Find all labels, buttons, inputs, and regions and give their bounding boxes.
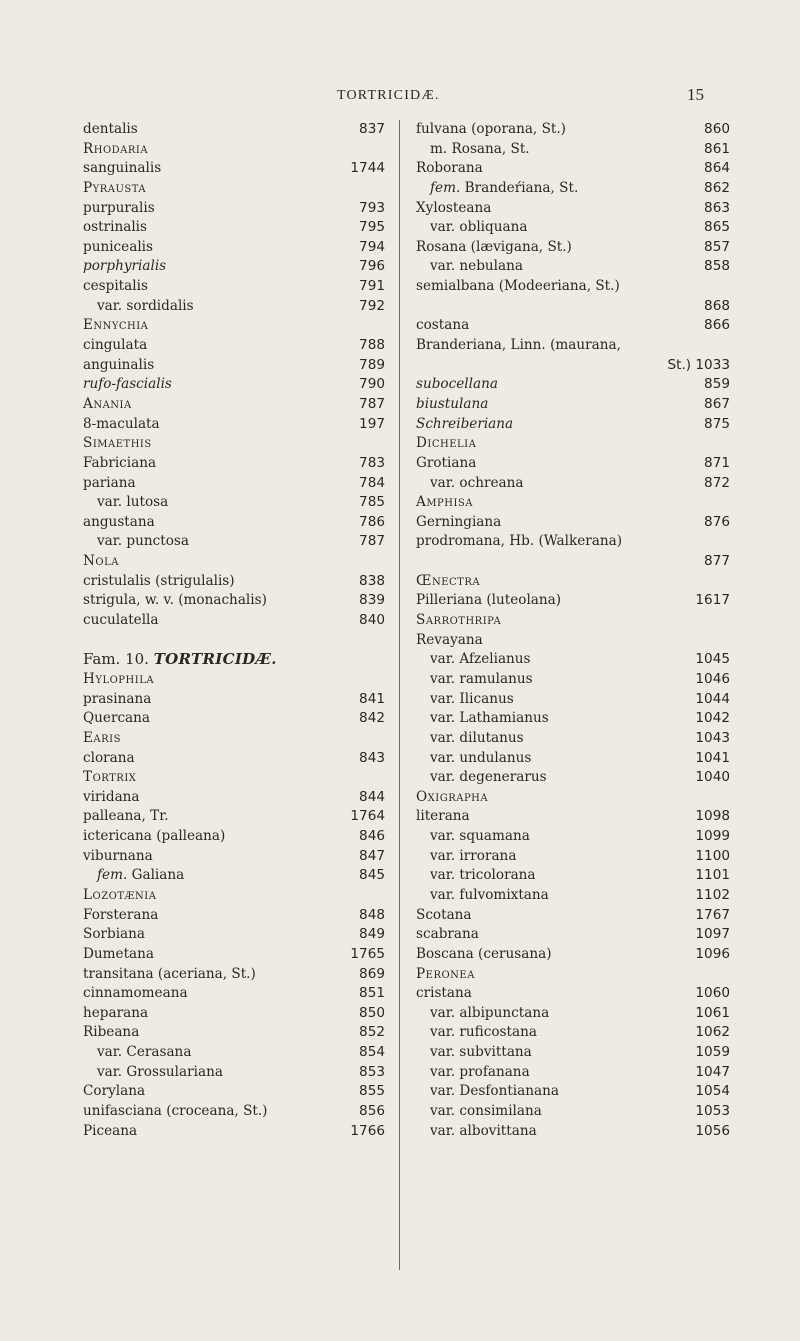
entry-page-number: 1062	[695, 1024, 730, 1041]
index-entry	[83, 552, 385, 572]
index-entry	[83, 356, 385, 376]
entry-name: rufo-fascialis	[83, 376, 172, 393]
index-entry	[83, 218, 385, 238]
index-entry	[416, 1043, 730, 1063]
entry-page-number: 784	[359, 474, 385, 491]
entry-page-number: 855	[359, 1083, 385, 1100]
entry-name: var. fulvomixtana	[430, 886, 549, 903]
index-entry	[83, 1023, 385, 1043]
entry-page-number: 787	[359, 395, 385, 412]
running-title: TORTRICIDÆ.	[337, 88, 440, 103]
entry-page-number: 1102	[695, 886, 730, 903]
entry-page-number: St.) 1033	[667, 356, 730, 373]
entry-page-number: 856	[359, 1103, 385, 1120]
entry-name: var. sordidalis	[97, 297, 194, 314]
entry-name: cespitalis	[83, 278, 148, 295]
entry-name: var. punctosa	[97, 533, 189, 550]
index-entry	[416, 513, 730, 533]
index-entry	[83, 670, 385, 690]
index-entry	[416, 1082, 730, 1102]
entry-page-number: 844	[359, 788, 385, 805]
entry-page-number: 843	[359, 749, 385, 766]
entry-name: Forsterana	[83, 906, 159, 923]
entry-name: viridana	[83, 788, 140, 805]
entry-page-number: 1097	[695, 926, 730, 943]
index-entry	[83, 1004, 385, 1024]
spacer	[83, 631, 385, 651]
index-entry	[83, 454, 385, 474]
entry-name: var. ruficostana	[430, 1024, 537, 1041]
entry-page-number: 792	[359, 297, 385, 314]
entry-name: unifasciana (croceana, St.)	[83, 1103, 268, 1120]
index-entry	[416, 886, 730, 906]
entry-name: Grotiana	[416, 454, 477, 471]
entry-page-number: 1096	[695, 945, 730, 962]
entry-name: punicealis	[83, 238, 153, 255]
entry-page-number: 1764	[350, 808, 385, 825]
entry-page-number: 846	[359, 828, 385, 845]
entry-name: ictericana (palleana)	[83, 828, 226, 845]
entry-name: var. Afzelianus	[430, 651, 531, 668]
index-entry	[416, 945, 730, 965]
entry-name: palleana, Tr.	[83, 808, 169, 825]
index-entry	[416, 1122, 730, 1142]
entry-page-number: 854	[359, 1044, 385, 1061]
entry-page-number: 863	[704, 199, 730, 216]
entry-name: Anania	[83, 395, 132, 412]
index-entry	[416, 415, 730, 435]
entry-page-number: 838	[359, 572, 385, 589]
entry-name: Quercana	[83, 710, 151, 727]
column-divider	[399, 120, 400, 1270]
entry-name: Tortrix	[83, 769, 137, 786]
entry-page-number: 872	[704, 474, 730, 491]
entry-page-number: 1101	[695, 867, 730, 884]
entry-name: var. albipunctana	[430, 1004, 550, 1021]
entry-page-number: 851	[359, 985, 385, 1002]
entry-page-number: 1054	[695, 1083, 730, 1100]
entry-name: var. subvittana	[430, 1044, 532, 1061]
entry-page-number: 1053	[695, 1103, 730, 1120]
entry-name: var. undulanus	[430, 749, 532, 766]
entry-page-number: 1100	[695, 847, 730, 864]
entry-name: clorana	[83, 749, 135, 766]
entry-page-number: 1041	[695, 749, 730, 766]
index-entry	[416, 807, 730, 827]
index-entry	[416, 965, 730, 985]
entry-name: Pilleriana (luteolana)	[416, 592, 562, 609]
page-header	[0, 85, 800, 112]
entry-name: cinnamomeana	[83, 985, 188, 1002]
entry-name: fem. Galiana	[97, 867, 185, 884]
entry-name: Branderiana, Linn. (maurana,	[416, 337, 621, 354]
entry-page-number: 839	[359, 592, 385, 609]
index-entry	[83, 277, 385, 297]
index-entry	[416, 847, 730, 867]
entry-name: Ribeana	[83, 1024, 140, 1041]
entry-page-number: 860	[704, 121, 730, 137]
index-entry	[416, 552, 730, 572]
entry-name: Pyrausta	[83, 179, 147, 196]
entry-page-number: 840	[359, 612, 385, 629]
index-entry	[416, 631, 730, 651]
entry-name: porphyrialis	[83, 258, 167, 275]
entry-name: Corylana	[83, 1083, 146, 1100]
index-entry	[416, 218, 730, 238]
index-entry	[83, 886, 385, 906]
entry-page-number: 1617	[695, 592, 730, 609]
index-entry	[416, 611, 730, 631]
entry-page-number: 864	[704, 160, 730, 177]
index-entry	[83, 238, 385, 258]
entry-name: var. Ilicanus	[430, 690, 514, 707]
entry-page-number: 1042	[695, 710, 730, 727]
index-entry	[416, 199, 730, 219]
entry-name: Peronea	[416, 965, 475, 982]
entry-name: var. lutosa	[97, 494, 169, 511]
index-entry	[416, 827, 730, 847]
entry-name: subocellana	[416, 376, 498, 393]
entry-page-number: 869	[359, 965, 385, 982]
entry-name: Rosana (lævigana, St.)	[416, 238, 572, 255]
entry-name: m. Rosana, St.	[430, 140, 530, 157]
index-entry	[83, 945, 385, 965]
index-entry	[83, 690, 385, 710]
entry-name: var. nebulana	[430, 258, 523, 275]
index-entry	[416, 434, 730, 454]
entry-name: var. consimilana	[430, 1103, 542, 1120]
index-entry	[416, 532, 730, 552]
entry-name: scabrana	[416, 926, 479, 943]
entry-name: Scotana	[416, 906, 472, 923]
index-entry	[83, 1102, 385, 1122]
index-entry	[83, 532, 385, 552]
entry-page-number: 857	[704, 238, 730, 255]
entry-name: Boscana (cerusana)	[416, 945, 552, 962]
entry-name: var. Cerasana	[97, 1044, 192, 1061]
index-entry	[83, 965, 385, 985]
entry-page-number: 1766	[350, 1122, 385, 1139]
index-entry	[83, 591, 385, 611]
entry-page-number: 1043	[695, 729, 730, 746]
index-entry	[416, 788, 730, 808]
entry-page-number: 793	[359, 199, 385, 216]
index-entry	[416, 650, 730, 670]
entry-page-number: 847	[359, 847, 385, 864]
entry-page-number: 861	[704, 140, 730, 157]
entry-name: Dumetana	[83, 945, 155, 962]
index-entry	[416, 120, 730, 140]
entry-name: heparana	[83, 1004, 149, 1021]
entry-page-number: 1045	[695, 651, 730, 668]
entry-page-number: 841	[359, 690, 385, 707]
index-entry	[416, 1023, 730, 1043]
index-entry	[416, 474, 730, 494]
entry-name: var. tricolorana	[430, 867, 536, 884]
entry-name: biustulana	[416, 395, 489, 412]
entry-name: Œnectra	[416, 572, 481, 589]
entry-name: var. Grossulariana	[97, 1063, 223, 1080]
entry-page-number: 876	[704, 513, 730, 530]
index-entry	[83, 395, 385, 415]
index-entry	[83, 415, 385, 435]
index-entry	[416, 906, 730, 926]
index-entry	[416, 159, 730, 179]
index-entry	[83, 199, 385, 219]
entry-name: sanguinalis	[83, 160, 162, 177]
entry-name: cingulata	[83, 337, 148, 354]
page-number: 15	[687, 85, 704, 104]
entry-page-number: 858	[704, 258, 730, 275]
index-entry	[83, 1122, 385, 1142]
entry-page-number: 875	[704, 415, 730, 432]
entry-name: Fabriciana	[83, 454, 157, 471]
entry-name: prodromana, Hb. (Walkerana)	[416, 533, 623, 550]
entry-name: Roborana	[416, 160, 483, 177]
left-column	[83, 120, 385, 1141]
entry-page-number: 877	[704, 553, 730, 570]
entry-page-number: 1059	[695, 1044, 730, 1061]
index-entry	[416, 749, 730, 769]
entry-name: var. ramulanus	[430, 670, 533, 687]
entry-page-number: 783	[359, 454, 385, 471]
index-entry	[416, 316, 730, 336]
entry-page-number: 1765	[350, 945, 385, 962]
index-entry	[83, 572, 385, 592]
index-entry	[83, 788, 385, 808]
index-entry	[416, 670, 730, 690]
entry-page-number: 867	[704, 395, 730, 412]
entry-name: anguinalis	[83, 356, 155, 373]
entry-page-number: 786	[359, 513, 385, 530]
index-entry	[416, 454, 730, 474]
entry-page-number: 788	[359, 337, 385, 354]
entry-name: Dichelia	[416, 435, 477, 452]
index-entry	[416, 257, 730, 277]
entry-page-number: 795	[359, 219, 385, 236]
index-entry	[416, 984, 730, 1004]
entry-name: semialbana (Modeeriana, St.)	[416, 278, 620, 295]
family-name: TORTRICIDÆ.	[153, 650, 277, 669]
entry-name: literana	[416, 808, 470, 825]
entry-name: Schreiberiana	[416, 415, 514, 432]
entry-name: Sorbiana	[83, 926, 146, 943]
entry-page-number: 1098	[695, 808, 730, 825]
entry-name: cristulalis (strigulalis)	[83, 572, 235, 589]
entry-page-number: 1040	[695, 769, 730, 786]
index-entry	[83, 434, 385, 454]
entry-page-number: 845	[359, 867, 385, 884]
entry-name: Hylophila	[83, 670, 155, 687]
entry-page-number: 842	[359, 710, 385, 727]
entry-name: prasinana	[83, 690, 152, 707]
entry-page-number: 1099	[695, 828, 730, 845]
entry-name: Oxigrapha	[416, 788, 489, 805]
entry-page-number: 796	[359, 258, 385, 275]
entry-page-number: 850	[359, 1004, 385, 1021]
index-entry	[416, 690, 730, 710]
index-entry	[83, 827, 385, 847]
index-entry	[83, 179, 385, 199]
entry-page-number: 791	[359, 278, 385, 295]
entry-page-number: 859	[704, 376, 730, 393]
entry-name: Earis	[83, 729, 121, 746]
entry-name: fem. Brandeŕiana, St.	[430, 179, 579, 196]
entry-name	[83, 650, 277, 670]
index-entry	[83, 749, 385, 769]
entry-name: strigula, w. v. (monachalis)	[83, 592, 267, 609]
entry-name: Gerningiana	[416, 513, 502, 530]
entry-name: var. squamana	[430, 828, 530, 845]
entry-name: var. degenerarus	[430, 769, 547, 786]
entry-page-number: 865	[704, 219, 730, 236]
entry-page-number: 787	[359, 533, 385, 550]
index-entry	[83, 729, 385, 749]
entry-name: cuculatella	[83, 612, 159, 629]
entry-name: Ennychia	[83, 317, 149, 334]
index-entry	[416, 336, 730, 356]
index-entry	[416, 395, 730, 415]
entry-name: var. obliquana	[430, 219, 528, 236]
index-entry	[83, 336, 385, 356]
entry-page-number: 794	[359, 238, 385, 255]
family-prefix: Fam. 10.	[83, 650, 154, 669]
entry-name: var. ochreana	[430, 474, 524, 491]
index-entry	[416, 866, 730, 886]
entry-name: Rhodaria	[83, 140, 149, 157]
entry-name: 8-maculata	[83, 415, 160, 432]
entry-name: var. Desfontianana	[430, 1083, 559, 1100]
entry-page-number: 848	[359, 906, 385, 923]
entry-page-number: 853	[359, 1063, 385, 1080]
index-entry	[83, 866, 385, 886]
entry-name: var. irrorana	[430, 847, 517, 864]
entry-page-number: 1744	[350, 160, 385, 177]
index-entry	[416, 493, 730, 513]
index-entry	[416, 1063, 730, 1083]
entry-page-number: 868	[704, 297, 730, 314]
entry-name: pariana	[83, 474, 136, 491]
index-entry	[416, 768, 730, 788]
index-entry	[83, 1082, 385, 1102]
index-entry	[416, 277, 730, 297]
index-entry	[83, 120, 385, 140]
entry-page-number: 1047	[695, 1063, 730, 1080]
entry-name: Sarrothripa	[416, 612, 502, 629]
index-entry	[83, 140, 385, 160]
entry-name: ostrinalis	[83, 219, 147, 236]
entry-name: transitana (aceriana, St.)	[83, 965, 256, 982]
entry-name: cristana	[416, 985, 472, 1002]
entry-page-number: 837	[359, 121, 385, 137]
index-entry	[83, 493, 385, 513]
entry-name: Xylosteana	[416, 199, 492, 216]
index-entry	[416, 140, 730, 160]
entry-page-number: 862	[704, 179, 730, 196]
index-entry	[83, 474, 385, 494]
entry-page-number: 1046	[695, 670, 730, 687]
index-entry	[83, 768, 385, 788]
entry-page-number: 852	[359, 1024, 385, 1041]
index-entry	[83, 297, 385, 317]
entry-name: Nola	[83, 553, 119, 570]
entry-name: var. profanana	[430, 1063, 530, 1080]
index-entry	[83, 159, 385, 179]
index-entry	[83, 925, 385, 945]
entry-page-number: 871	[704, 454, 730, 471]
entry-page-number: 1767	[695, 906, 730, 923]
index-entry	[416, 729, 730, 749]
index-entry	[83, 807, 385, 827]
entry-name: var. Lathamianus	[430, 710, 549, 727]
index-entry	[416, 375, 730, 395]
index-entry	[83, 1063, 385, 1083]
index-entry	[83, 316, 385, 336]
right-column	[416, 120, 730, 1141]
index-entry	[416, 709, 730, 729]
entry-page-number: 790	[359, 376, 385, 393]
entry-page-number: 1044	[695, 690, 730, 707]
entry-name: Lozotænia	[83, 886, 157, 903]
index-entry	[416, 356, 730, 376]
entry-name: viburnana	[83, 847, 153, 864]
index-entry	[83, 513, 385, 533]
entry-name: var. dilutanus	[430, 729, 524, 746]
entry-page-number: 1056	[695, 1122, 730, 1139]
index-entry	[416, 179, 730, 199]
index-entry	[416, 1004, 730, 1024]
entry-name: fulvana (oporana, St.)	[416, 121, 566, 137]
index-entry	[83, 650, 385, 670]
entry-name: purpuralis	[83, 199, 155, 216]
index-entry	[83, 906, 385, 926]
entry-page-number: 1061	[695, 1004, 730, 1021]
entry-name: dentalis	[83, 121, 138, 137]
entry-name: angustana	[83, 513, 155, 530]
index-entry	[416, 1102, 730, 1122]
entry-page-number: 197	[359, 415, 385, 432]
entry-page-number: 866	[704, 317, 730, 334]
entry-page-number: 789	[359, 356, 385, 373]
entry-name: var. albovittana	[430, 1122, 537, 1139]
entry-name: costana	[416, 317, 470, 334]
index-entry	[83, 375, 385, 395]
index-entry	[416, 591, 730, 611]
entry-name: Revayana	[416, 631, 483, 648]
index-entry	[416, 572, 730, 592]
index-entry	[83, 611, 385, 631]
index-entry	[416, 925, 730, 945]
index-entry	[416, 297, 730, 317]
index-entry	[83, 984, 385, 1004]
index-entry	[83, 709, 385, 729]
index-entry	[83, 847, 385, 867]
entry-name: Piceana	[83, 1122, 138, 1139]
index-entry	[416, 238, 730, 258]
index-entry	[83, 1043, 385, 1063]
entry-name: Amphisa	[416, 494, 474, 511]
entry-page-number: 849	[359, 926, 385, 943]
entry-page-number: 1060	[695, 985, 730, 1002]
entry-page-number: 785	[359, 494, 385, 511]
entry-name: Simaethis	[83, 435, 152, 452]
index-entry	[83, 257, 385, 277]
